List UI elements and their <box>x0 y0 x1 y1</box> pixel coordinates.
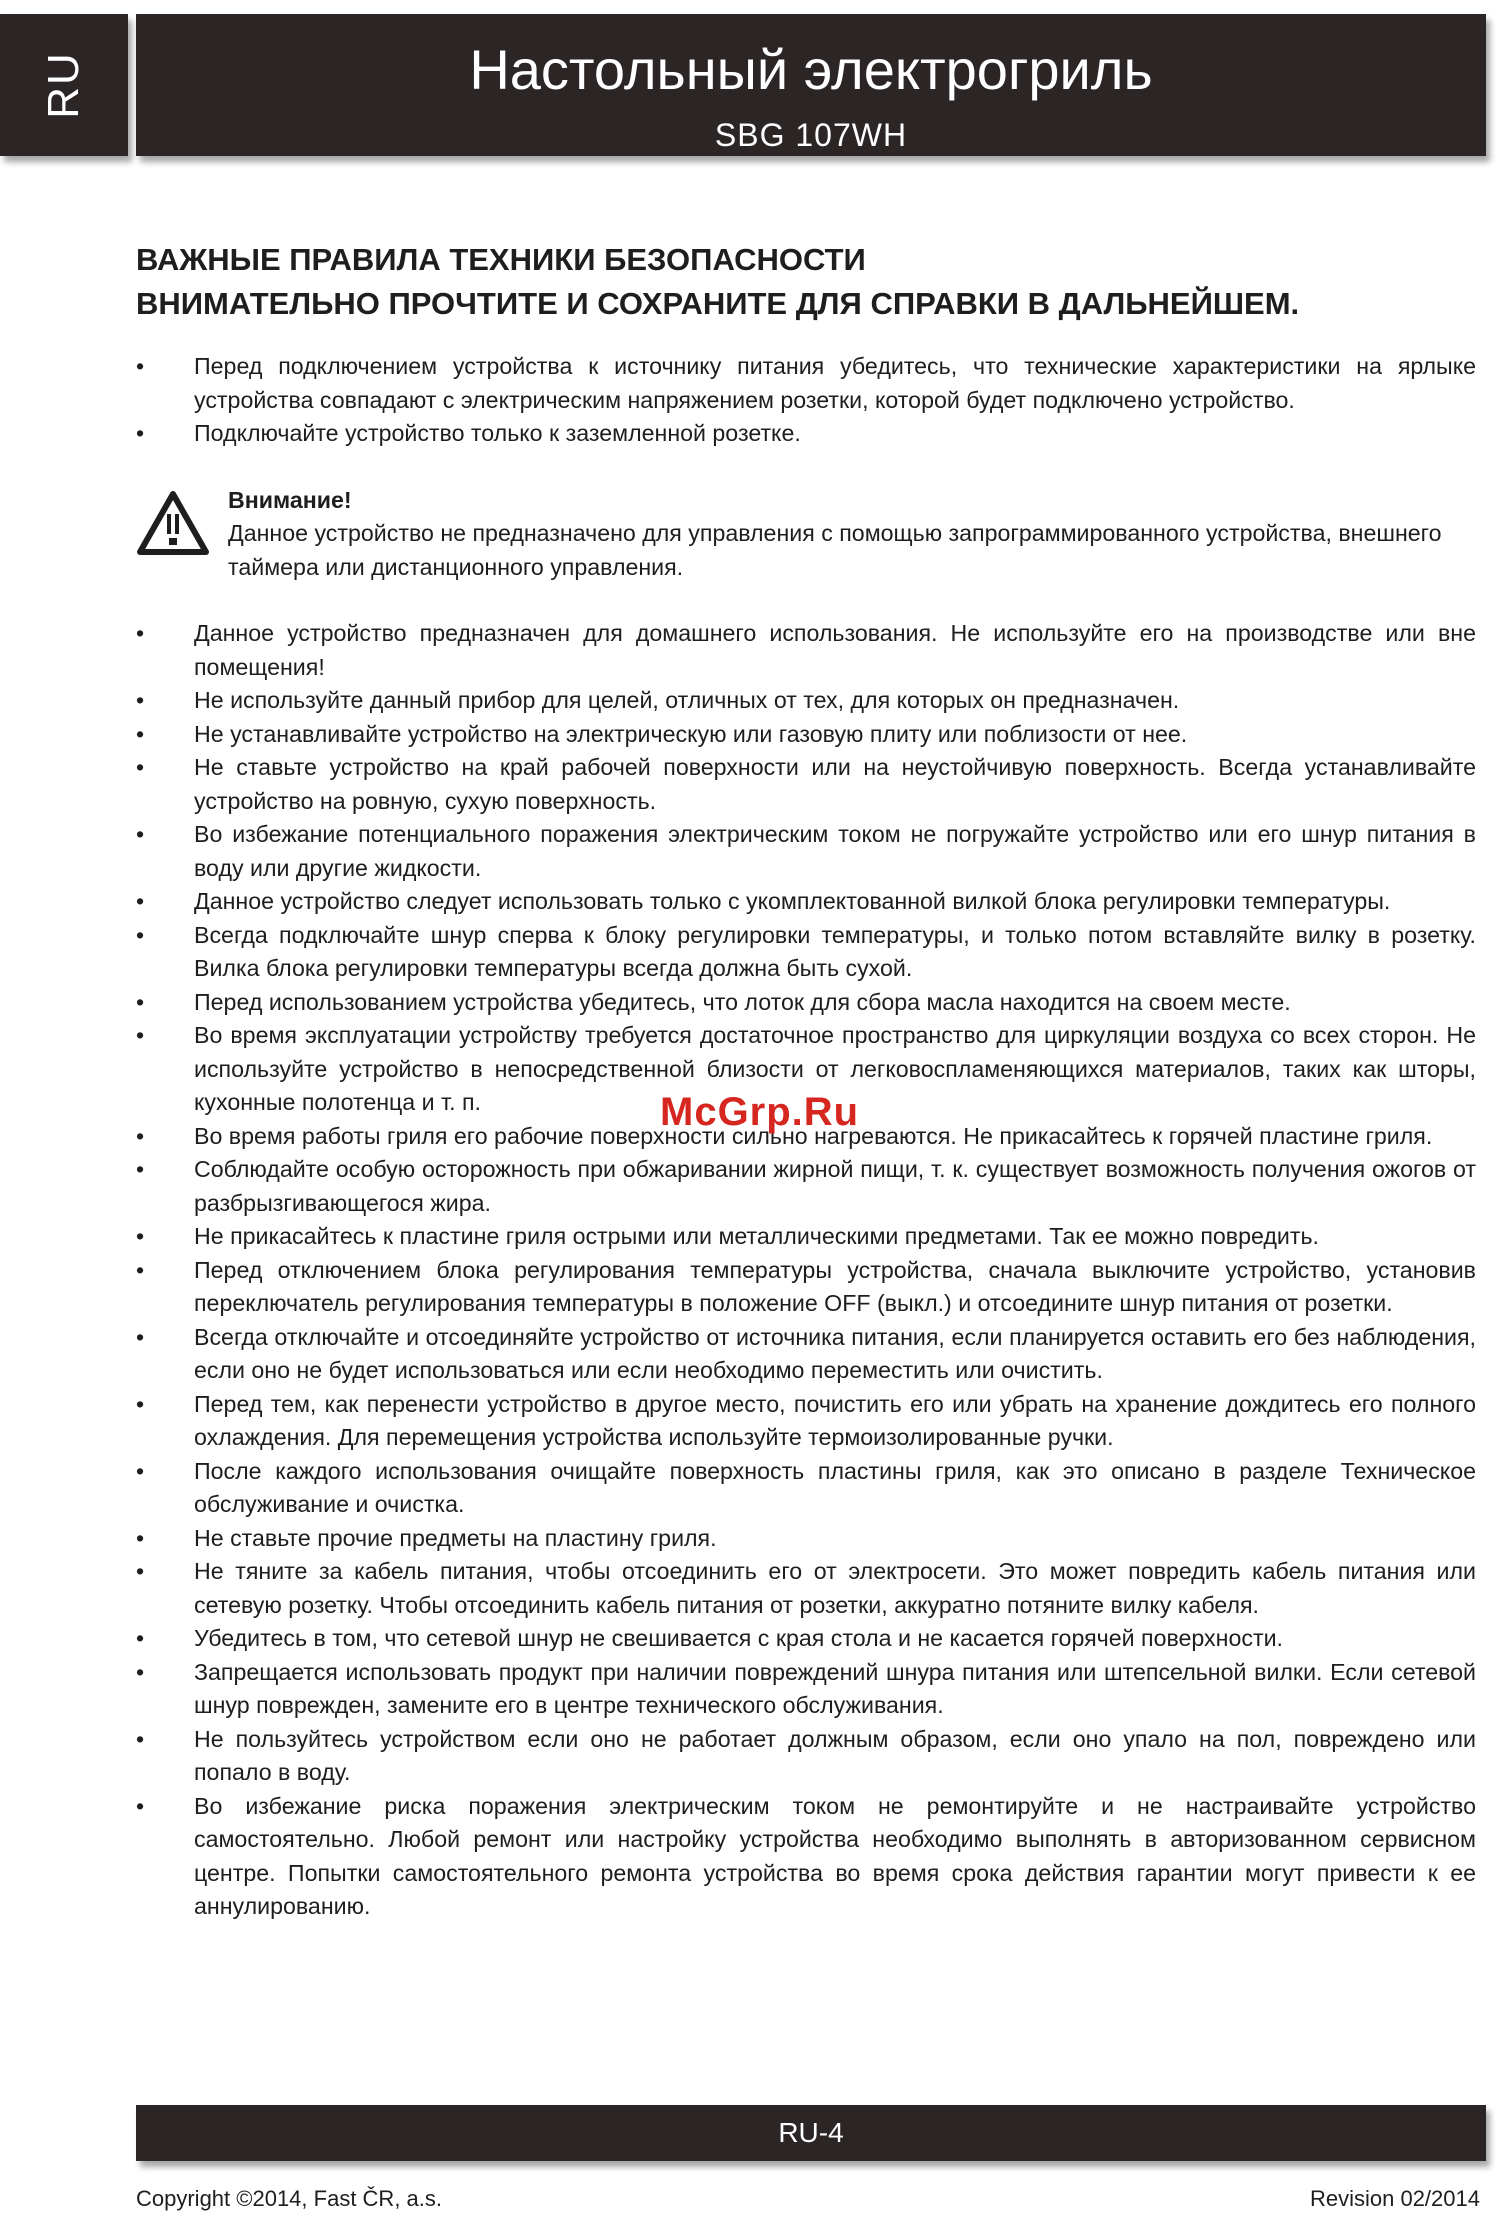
list-item: • Во избежание потенциального поражения электрическим током не погружайте устройство или его шнур питания в воду или другие жидкости. <box>136 818 1476 885</box>
list-item: • Во время работы гриля его рабочие поверхности сильно нагреваются. Не прикасайтесь к горячей пластине гриля. <box>136 1120 1476 1154</box>
list-item: • Не тяните за кабель питания, чтобы отсоединить его от электросети. Это может повредить кабель питания или сетевую розетку. Чтобы отсоединить кабель питания от розетки, аккуратно потяните вилку кабеля. <box>136 1555 1476 1622</box>
list-item: • Запрещается использовать продукт при наличии повреждений шнура питания или штепсельной вилки. Если сетевой шнур поврежден, замените его в центре технического обслуживания. <box>136 1656 1476 1723</box>
list-item: • Убедитесь в том, что сетевой шнур не свешивается с края стола и не касается горячей поверхности. <box>136 1622 1476 1656</box>
list-item: • Всегда отключайте и отсоединяйте устройство от источника питания, если планируется оставить его без наблюдения, если оно не будет использоваться или если необходимо переместить или очистить. <box>136 1321 1476 1388</box>
list-item: • Во избежание риска поражения электрическим током не ремонтируйте и не настраивайте устройство самостоятельно. Любой ремонт или настройку устройства необходимо выполнять в авторизованном сервисном центре. Попытки самостоятельного ремонта устройства во время срока действия гарантии могут привести к ее аннулированию. <box>136 1790 1476 1924</box>
list-item: • Перед использованием устройства убедитесь, что лоток для сбора масла находится на своем месте. <box>136 986 1476 1020</box>
header-bar <box>136 14 1486 156</box>
footer-bar <box>136 2105 1486 2161</box>
model-number: SBG 107WH <box>714 117 908 153</box>
list-item: • Данное устройство следует использовать только с укомплектованной вилкой блока регулировки температуры. <box>136 885 1476 919</box>
page-number: RU-4 <box>778 2117 844 2148</box>
heading-line-2: ВНИМАТЕЛЬНО ПРОЧТИТЕ И СОХРАНИТЕ ДЛЯ СПРАВКИ В ДАЛЬНЕЙШЕМ. <box>136 286 1300 321</box>
language-tab <box>0 14 128 156</box>
list-item: • Не ставьте устройство на край рабочей поверхности или на неустойчивую поверхность. Всегда устанавливайте устройство на ровную, сухую поверхность. <box>136 751 1476 818</box>
list-item: • Не ставьте прочие предметы на пластину гриля. <box>136 1522 1476 1556</box>
intro-list <box>136 350 1476 451</box>
warning-text: Данное устройство не предназначено для управления с помощью запрограммированного устройства, внешнего таймера или дистанционного управления. <box>228 520 1442 580</box>
copyright: Copyright ©2014, Fast ČR, a.s. <box>136 2186 443 2211</box>
list-item: • Всегда подключайте шнур сперва к блоку регулировки температуры, и только потом вставляйте вилку в розетку. Вилка блока регулировки температуры всегда должна быть сухой. <box>136 919 1476 986</box>
language-label: RU <box>39 51 88 119</box>
rules-list <box>136 617 1476 1924</box>
safety-heading <box>136 238 1476 326</box>
warning-triangle-icon <box>136 490 210 556</box>
list-item: • Соблюдайте особую осторожность при обжаривании жирной пищи, т. к. существует возможность получения ожогов от разбрызгивающегося жира. <box>136 1153 1476 1220</box>
list-item: • Во время эксплуатации устройству требуется достаточное пространство для циркуляции воздуха со всех сторон. Не используйте устройство в непосредственной близости от легковоспламеняющихся материалов, таких как шторы, кухонные полотенца и т. п. <box>136 1019 1476 1120</box>
content <box>136 350 1476 1924</box>
page-title: Настольный электрогриль <box>469 38 1153 101</box>
list-item: • Подключайте устройство только к заземленной розетке. <box>136 417 1476 451</box>
list-item: • Перед отключением блока регулирования температуры устройства, сначала выключите устройство, установив переключатель регулирования температуры в положение OFF (выкл.) и отсоедините шнур питания от розетки. <box>136 1254 1476 1321</box>
list-item: • После каждого использования очищайте поверхность пластины гриля, как это описано в разделе Техническое обслуживание и очистка. <box>136 1455 1476 1522</box>
list-item: • Перед тем, как перенести устройство в другое место, почистить его или убрать на хранение дождитесь его полного охлаждения. Для перемещения устройства используйте термоизолированные ручки. <box>136 1388 1476 1455</box>
heading-line-1: ВАЖНЫЕ ПРАВИЛА ТЕХНИКИ БЕЗОПАСНОСТИ <box>136 242 866 277</box>
warning-title: Внимание! <box>228 486 352 513</box>
list-item: • Перед подключением устройства к источнику питания убедитесь, что технические характеристики на ярлыке устройства совпадают с электрическим напряжением розетки, которой будет подключено устройство. <box>136 350 1476 417</box>
list-item: • Не прикасайтесь к пластине гриля острыми или металлическими предметами. Так ее можно повредить. <box>136 1220 1476 1254</box>
list-item: • Не используйте данный прибор для целей, отличных от тех, для которых он предназначен. <box>136 684 1476 718</box>
list-item: • Данное устройство предназначен для домашнего использования. Не используйте его на производстве или вне помещения! <box>136 617 1476 684</box>
watermark: McGrp.Ru <box>660 1090 860 1134</box>
revision: Revision 02/2014 <box>1309 2186 1480 2211</box>
list-item: • Не пользуйтесь устройством если оно не работает должным образом, если оно упало на пол, повреждено или попало в воду. <box>136 1723 1476 1790</box>
list-item: • Не устанавливайте устройство на электрическую или газовую плиту или поблизости от нее. <box>136 718 1476 752</box>
warning-block <box>136 484 1476 585</box>
